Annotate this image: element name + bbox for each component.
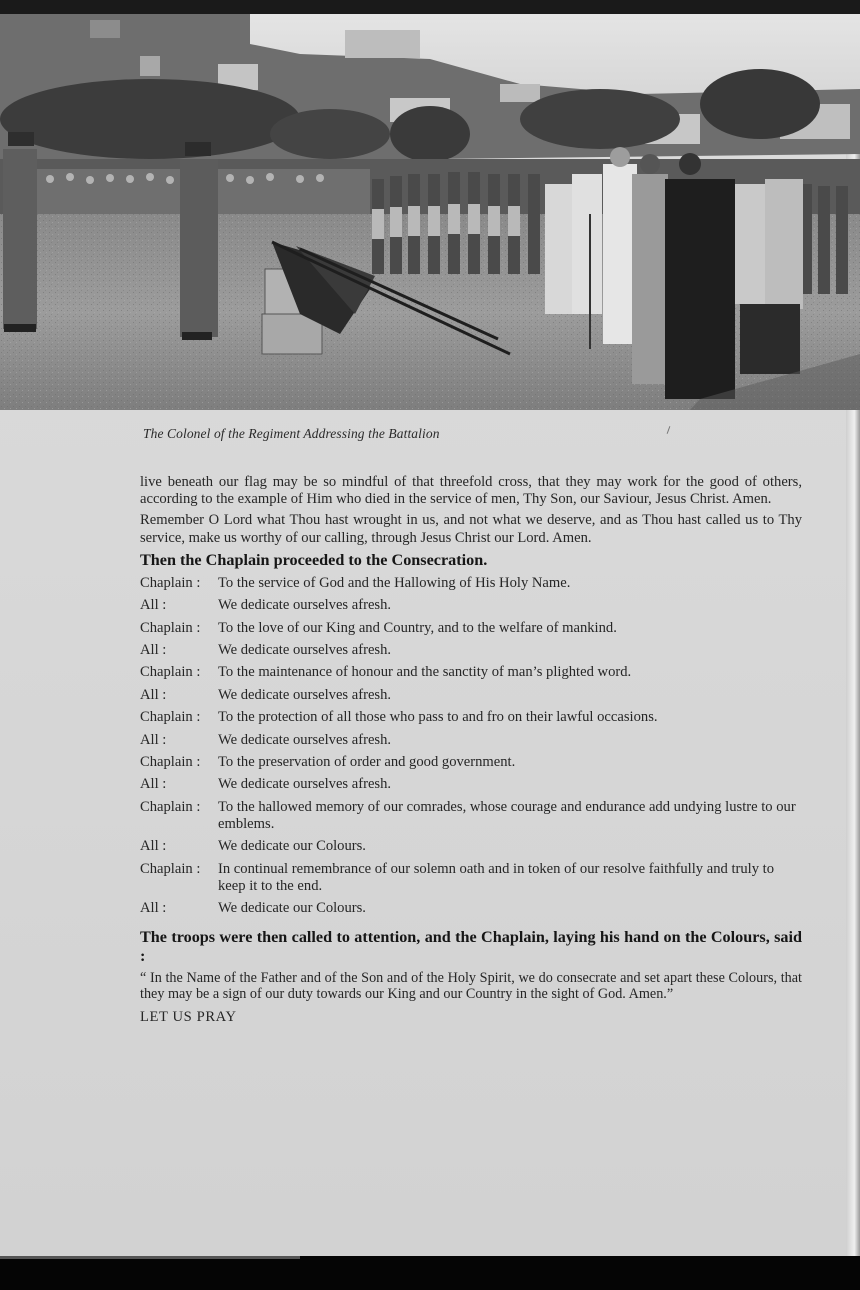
order-of-service-text	[140, 474, 802, 1026]
response-line: We dedicate our Colours.	[218, 838, 366, 855]
responsory	[140, 575, 802, 918]
speaker-label: All :	[140, 900, 167, 917]
speaker-label: All :	[140, 776, 167, 793]
response-row	[140, 620, 802, 637]
speaker-label: Chaplain :	[140, 664, 201, 681]
response-line: To the maintenance of honour and the sanctity of man’s plighted word.	[218, 664, 632, 681]
response-line: To the hallowed memory of our comrades, whose courage and endurance add undying lustre to our emblems.	[218, 798, 796, 832]
response-line: To the love of our King and Country, and to the welfare of mankind.	[218, 619, 617, 636]
consecration-heading: Then the Chaplain proceeded to the Consecration.	[140, 550, 488, 569]
speaker-label: All :	[140, 597, 167, 614]
response-line: To the protection of all those who pass to and fro on their lawful occasions.	[218, 709, 658, 726]
response-row	[140, 754, 802, 771]
response-row	[140, 732, 802, 749]
scan-background-bottom	[0, 1256, 860, 1290]
closing-rubric: LET US PRAY	[140, 1008, 237, 1025]
response-line: We dedicate ourselves afresh.	[218, 641, 392, 658]
response-line: We dedicate ourselves afresh.	[218, 776, 392, 793]
officer-left	[3, 132, 37, 332]
speaker-label: Chaplain :	[140, 709, 201, 726]
speaker-label: All :	[140, 686, 167, 703]
response-line: We dedicate ourselves afresh.	[218, 597, 392, 614]
response-row	[140, 776, 802, 793]
speaker-label: All :	[140, 641, 167, 658]
response-row	[140, 799, 802, 833]
colonel	[180, 142, 218, 340]
response-row	[140, 861, 802, 895]
response-line: To the service of God and the Hallowing of His Holy Name.	[218, 574, 571, 591]
speaker-label: Chaplain :	[140, 860, 201, 877]
speaker-label: All :	[140, 731, 167, 748]
response-row	[140, 838, 802, 855]
photo-caption: The Colonel of the Regiment Addressing the Battalion	[143, 426, 440, 441]
response-row	[140, 664, 802, 681]
response-line: To the preservation of order and good government.	[218, 753, 516, 770]
response-row	[140, 900, 802, 917]
attention-heading: The troops were then called to attention, and the Chaplain, laying his hand on the Colours, said :	[140, 927, 802, 965]
consecration-formula: “ In the Name of the Father and of the Son and of the Holy Spirit, we do consecrate and set apart these Colours, that they may be a sign of our duty towards our King and our Country in the sight of God. Amen.”	[140, 969, 802, 1003]
prayer-continuation: live beneath our flag may be so mindful of that threefold cross, that they may work for the good of others, according to the example of Him who died in the service of men, Thy Son, our Saviour, Jesus Christ. Amen.	[140, 474, 802, 508]
prayer-remember: Remember O Lord what Thou hast wrought in us, and not what we deserve, and as Thou hast called us to Thy service, make us worthy of our calling, through Jesus Christ our Lord. Amen.	[140, 512, 802, 546]
speaker-label: All :	[140, 838, 167, 855]
response-row	[140, 687, 802, 704]
response-line: We dedicate ourselves afresh.	[218, 686, 392, 703]
response-line: We dedicate ourselves afresh.	[218, 731, 392, 748]
response-line: We dedicate our Colours.	[218, 900, 366, 917]
speaker-label: Chaplain :	[140, 619, 201, 636]
response-row	[140, 597, 802, 614]
response-row	[140, 642, 802, 659]
response-row	[140, 575, 802, 592]
speaker-label: Chaplain :	[140, 574, 201, 591]
response-line: In continual remembrance of our solemn oath and in token of our resolve faithfully and truly to keep it to the end.	[218, 860, 775, 894]
ceremony-photograph	[0, 14, 860, 410]
speaker-label: Chaplain :	[140, 798, 201, 815]
response-row	[140, 709, 802, 726]
speaker-label: Chaplain :	[140, 753, 201, 770]
